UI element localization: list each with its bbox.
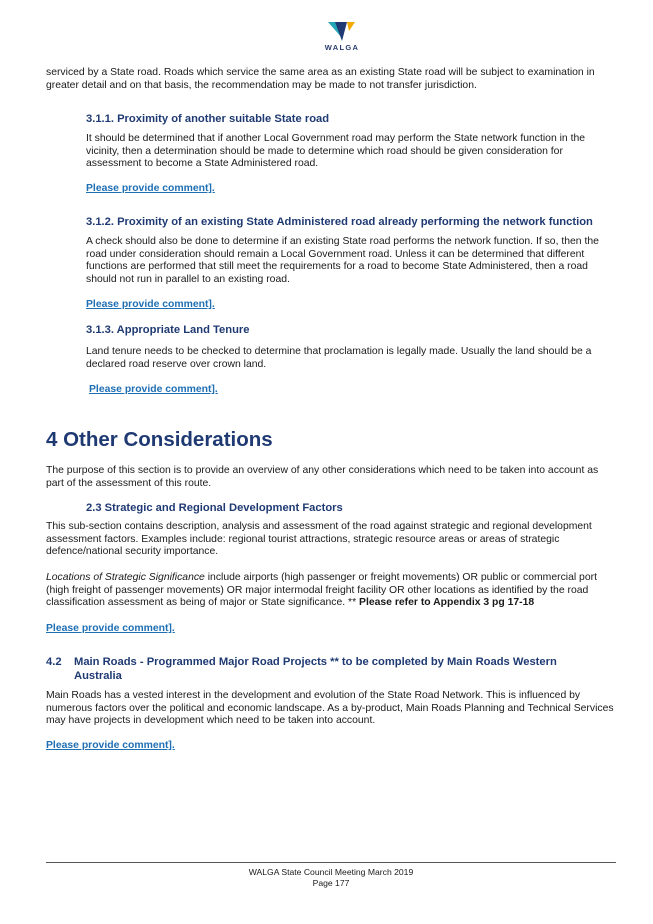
section-3-1-3-body: Land tenure needs to be checked to determine that proclamation is legally made. Usually the land should be a declared road reserve over crown land.	[86, 346, 592, 370]
section-3-1-2-body: A check should also be done to determine if an existing State road performs the network function. If so, then the road under consideration should remain a Local Government road. Unless it can be determined that different functions are performed that still meet the requirements for a road to become State Administered, then a road should not run in parallel to an existing road.	[86, 236, 599, 285]
intro-paragraph: serviced by a State road. Roads which service the same area as an existing State road will be subject to examination in greater detail and on that basis, the recommendation may be made to not transfer jurisdiction.	[46, 67, 595, 91]
comment-link-2-3[interactable]: Please provide comment].	[46, 623, 175, 634]
section-4-2-number: 4.2	[46, 656, 62, 668]
section-3-1-2-heading: 3.1.2. Proximity of an existing State Administered road already performing the network function	[86, 216, 593, 228]
section-2-3-heading: 2.3 Strategic and Regional Development Factors	[86, 502, 343, 514]
comment-link-4-2[interactable]: Please provide comment].	[46, 740, 175, 751]
section-4-body: The purpose of this section is to provide an overview of any other considerations which need to be taken into account as part of the assessment of this route.	[46, 465, 599, 489]
strategic-locations-paragraph	[46, 572, 618, 610]
section-4-2-body: Main Roads has a vested interest in the development and evolution of the State Road Network. This is influenced by numerous factors over the political and economic landscape. As a by-product, Main Roads Planning and Technical Services may have projects in development which need to be taken into account.	[46, 690, 614, 727]
strategic-locations-text: include airports (high passenger or freight movements) OR public or commercial port (high freight of passenger movements) OR major intermodal freight facility OR other locations as identified by the road classification assessment as being of major or State significance. **	[46, 572, 597, 609]
strategic-locations-term: Locations of Strategic Significance	[46, 572, 205, 583]
comment-link-3-1-3[interactable]: Please provide comment].	[89, 384, 218, 395]
section-4-2-heading-line2: Australia	[74, 670, 122, 682]
comment-link-3-1-2[interactable]: Please provide comment].	[86, 299, 215, 310]
section-3-1-1-body: It should be determined that if another Local Government road may perform the State network function in the vicinity, then a determination should be made to determine which road should be given consideration for assessment to become a State Administered road.	[86, 133, 586, 170]
section-3-1-1-heading: 3.1.1. Proximity of another suitable State road	[86, 113, 330, 125]
section-4-heading: 4 Other Considerations	[46, 428, 273, 451]
footer-divider	[46, 862, 616, 863]
section-4-2-heading-line1: Main Roads - Programmed Major Road Projects ** to be completed by Main Roads Western	[74, 656, 557, 668]
appendix-reference: Please refer to Appendix 3 pg 17-18	[359, 597, 535, 609]
footer-page-number: Page 177	[312, 878, 350, 888]
comment-link-3-1-1[interactable]: Please provide comment].	[86, 183, 215, 194]
footer-meeting: WALGA State Council Meeting March 2019	[248, 867, 414, 877]
section-2-3-body: This sub-section contains description, analysis and assessment of the road against strategic and regional development assessment factors. Examples include: regional tourist attractions, strategic resource areas or areas of strategic defence/national security importance.	[46, 521, 592, 558]
walga-logo-icon	[327, 20, 357, 42]
walga-logo	[318, 20, 366, 52]
logo-text: WALGA	[324, 43, 360, 52]
section-3-1-3-heading: 3.1.3. Appropriate Land Tenure	[86, 324, 250, 336]
